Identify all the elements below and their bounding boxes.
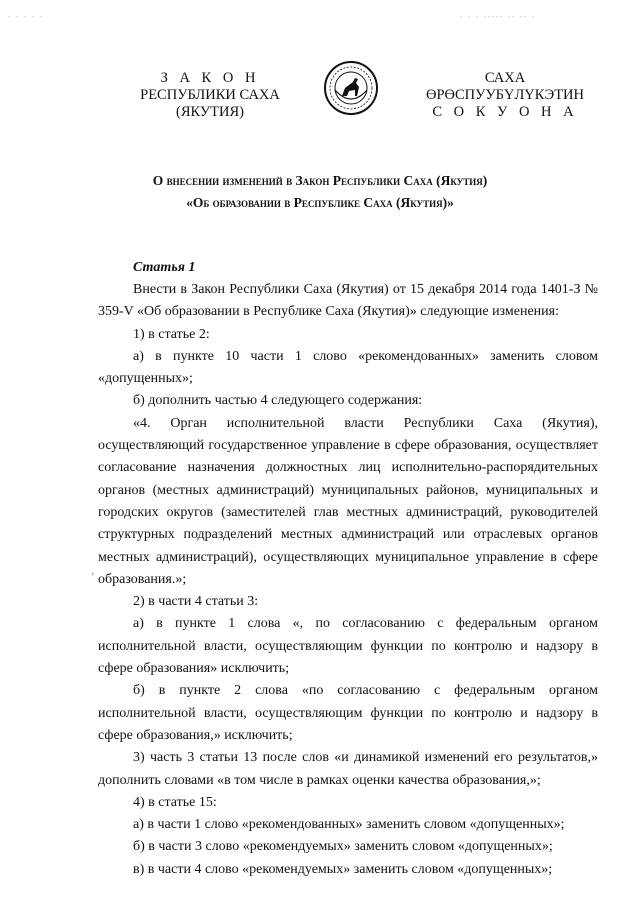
paragraph: 3) часть 3 статьи 13 после слов «и динамикой изменений его результатов,» дополнить словами «в том числе в рамках оценки качества образования,»; — [98, 750, 598, 788]
article-body — [98, 279, 598, 881]
header-left — [110, 70, 310, 121]
paragraph: б) в части 3 слово «рекомендуемых» заменить словом «допущенных»; — [133, 839, 553, 855]
paragraph: а) в пункте 10 части 1 слово «рекомендованных» заменить словом «допущенных»; — [98, 348, 598, 387]
paragraph: 1) в статье 2: — [133, 326, 210, 342]
title-line2: «Об образовании в Республике Саха (Якутия)» — [186, 195, 454, 210]
header-right — [405, 70, 605, 121]
paragraph: б) в пункте 2 слова «по согласованию с федеральным органом исполнительной власти, осуществляющим функции по контролю и надзору в сфере образования,» исключить; — [98, 683, 598, 743]
header-left-line1: З А К О Н — [160, 70, 260, 86]
header-left-line2: РЕСПУБЛИКИ САХА (ЯКУТИЯ) — [140, 87, 280, 120]
paragraph: б) дополнить частью 4 следующего содержания: — [133, 393, 423, 409]
header-right-line2: С О К У О Н А — [432, 104, 578, 120]
paragraph: в) в части 4 слово «рекомендуемых» заменить словом «допущенных»; — [133, 861, 553, 877]
paragraph: а) в части 1 слово «рекомендованных» заменить словом «допущенных»; — [133, 817, 565, 833]
paragraph: а) в пункте 1 слова «, по согласованию с федеральным органом исполнительной власти, осуществляющим функции по контролю и надзору в сфере образования» исключить; — [98, 616, 598, 677]
paragraph: Внести в Закон Республики Саха (Якутия) от 15 декабря 2014 года 1401-З № 359-V «Об образовании в Республике Саха (Якутия)» следующие изменения: — [98, 282, 598, 320]
scan-artifact: . . . . . — [8, 10, 44, 19]
scan-artifact: . . . ..... .. .. . — [460, 10, 536, 19]
header-right-line1: САХА ӨРӨСПУУБҮЛҮКЭТИН — [425, 70, 584, 103]
paragraph: 4) в статье 15: — [133, 794, 217, 810]
title-line1: О внесении изменений в Закон Республики Саха (Якутия) — [152, 173, 488, 188]
document-title — [0, 170, 640, 214]
republic-emblem-icon — [323, 60, 379, 116]
article-heading: Статья 1 — [133, 260, 196, 275]
paragraph: «4. Орган исполнительной власти Республики Саха (Якутия), осуществляющий государственное управление в сфере образования, осуществляет согласование назначения должностных лиц исполнительно-распорядительных органов (местных администраций) муниципальных районов, муниципальных и городских округов (заместителей глав местных администраций, руководителей структурных подразделений местных администраций или отраслевых органов местных администраций), осуществляющих муниципальное управление в сфере образования.»; — [98, 415, 598, 587]
scan-artifact: ' — [92, 572, 94, 583]
paragraph: 2) в части 4 статьи 3: — [133, 594, 259, 610]
